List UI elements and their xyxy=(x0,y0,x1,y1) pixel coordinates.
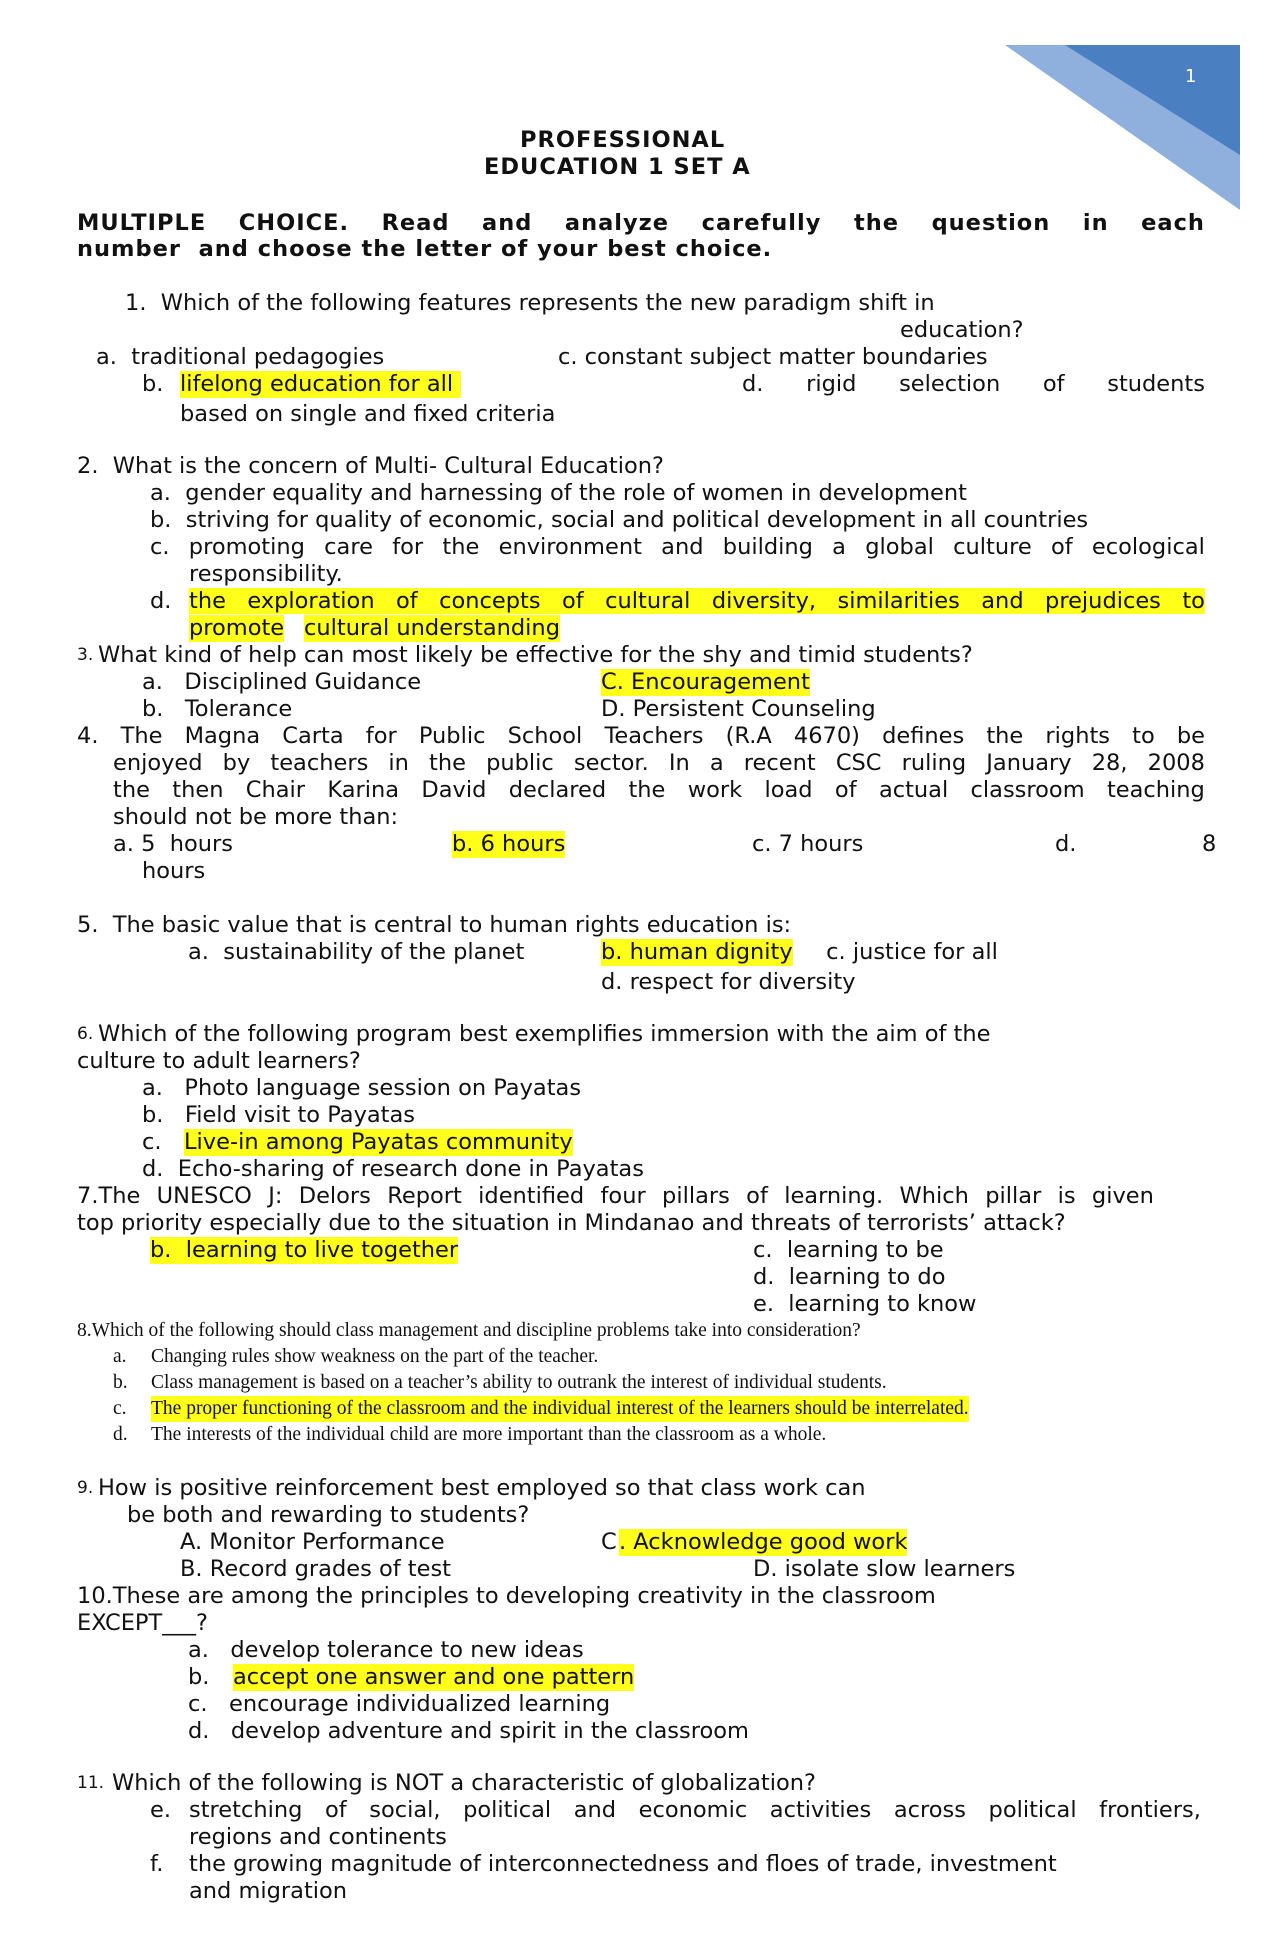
q7-option-d: d. learning to do xyxy=(753,1264,946,1290)
q5-option-d: d. respect for diversity xyxy=(601,969,856,995)
q2-option-d-letter: d. xyxy=(150,588,172,614)
q7-option-c: c. learning to be xyxy=(753,1237,944,1263)
q3-option-c-answer: C. Encouragement xyxy=(601,669,810,695)
q1-option-d: d. rigid selection of students xyxy=(742,371,1205,397)
q5-option-b-answer: b. human dignity xyxy=(601,939,793,965)
q6-option-d: d. Echo-sharing of research done in Payatas xyxy=(142,1156,644,1182)
q1-stem-1: 1. Which of the following features represents the new paradigm shift in xyxy=(125,290,935,316)
q9-option-a: A. Monitor Performance xyxy=(180,1529,445,1555)
q11-option-f-cont: and migration xyxy=(189,1878,348,1904)
q3-stem: What kind of help can most likely be effective for the shy and timid students? xyxy=(98,642,973,668)
q9-option-c-answer: . Acknowledge good work xyxy=(619,1529,908,1555)
q4-option-b-answer: b. 6 hours xyxy=(452,831,566,857)
q1-option-a: a. traditional pedagogies xyxy=(96,344,385,370)
q2-option-d-answer: the exploration of concepts of cultural diversity, similarities and prejudices to xyxy=(189,588,1205,614)
q10-option-a: a. develop tolerance to new ideas xyxy=(188,1637,584,1663)
q7-option-e: e. learning to know xyxy=(753,1291,977,1317)
q6-option-c-answer: Live-in among Payatas community xyxy=(184,1129,573,1155)
q6-stem-2: culture to adult learners? xyxy=(77,1048,361,1074)
instructions-line-2: number and choose the letter of your best choice. xyxy=(77,236,773,262)
q2-option-c-cont: responsibility. xyxy=(189,561,343,587)
q10-stem-1: 10.These are among the principles to developing creativity in the classroom xyxy=(77,1583,936,1609)
q6-number: 6. xyxy=(77,1024,94,1044)
q8-option-d-letter: d. xyxy=(113,1424,128,1445)
q4-stem-1: 4. The Magna Carta for Public School Teachers (R.A 4670) defines the rights to be xyxy=(77,723,1205,749)
q4-option-a: a. 5 hours xyxy=(113,831,233,857)
q6-option-b: b. Field visit to Payatas xyxy=(142,1102,416,1128)
q8-option-a: Changing rules show weakness on the part of the teacher. xyxy=(151,1346,599,1367)
q9-stem-2: be both and rewarding to students? xyxy=(127,1502,530,1528)
title-line-1: PROFESSIONAL xyxy=(520,127,726,153)
q4-stem-2: enjoyed by teachers in the public sector. In a recent CSC ruling January 28, 2008 xyxy=(113,750,1205,776)
q10-option-c: c. encourage individualized learning xyxy=(188,1691,611,1717)
q11-stem: Which of the following is NOT a characteristic of globalization? xyxy=(112,1770,816,1796)
q10-option-b-letter: b. xyxy=(188,1664,210,1690)
q4-stem-3: the then Chair Karina David declared the work load of actual classroom teaching xyxy=(113,777,1205,803)
q10-stem-2: EXCEPT___? xyxy=(77,1610,208,1636)
q9-number: 9. xyxy=(77,1478,94,1498)
q1-option-c: c. constant subject matter boundaries xyxy=(558,344,988,370)
q11-option-f: the growing magnitude of interconnectedness and floes of trade, investment xyxy=(189,1851,1057,1877)
q2-option-c: c. promoting care for the environment and building a global culture of ecological xyxy=(150,534,1205,560)
q11-option-e-cont: regions and continents xyxy=(189,1824,447,1850)
q11-option-f-letter: f. xyxy=(150,1851,164,1877)
q4-option-d-value: 8 xyxy=(1202,831,1217,857)
q9-option-d: D. isolate slow learners xyxy=(753,1556,1016,1582)
q2-option-a: a. gender equality and harnessing of the role of women in development xyxy=(150,480,967,506)
q4-stem-4: should not be more than: xyxy=(113,804,399,830)
q2-option-d-cont-1: promote xyxy=(189,615,285,641)
q1-option-b-letter: b. xyxy=(142,371,164,397)
q9-stem-1: How is positive reinforcement best employed so that class work can xyxy=(98,1475,866,1501)
q3-option-a: a. Disciplined Guidance xyxy=(142,669,422,695)
q11-number: 11. xyxy=(77,1773,105,1793)
q8-stem: 8.Which of the following should class management and discipline problems take into consideration? xyxy=(77,1320,861,1341)
q5-stem: 5. The basic value that is central to human rights education is: xyxy=(77,912,792,938)
q1-stem-2: education? xyxy=(900,317,1024,343)
q1-option-d-cont: based on single and fixed criteria xyxy=(180,401,556,427)
page-number: 1 xyxy=(1185,66,1197,87)
q7-stem-2: top priority especially due to the situation in Mindanao and threats of terrorists’ attack? xyxy=(77,1210,1066,1236)
q6-option-a: a. Photo language session on Payatas xyxy=(142,1075,582,1101)
q5-option-c: c. justice for all xyxy=(819,939,998,965)
q8-option-d: The interests of the individual child are more important than the classroom as a whole. xyxy=(151,1424,827,1445)
q7-option-b-answer: b. learning to live together xyxy=(150,1237,459,1263)
q2-stem: 2. What is the concern of Multi- Cultural Education? xyxy=(77,453,664,479)
title-line-2: EDUCATION 1 SET A xyxy=(484,154,751,180)
q8-option-b: Class management is based on a teacher’s ability to outrank the interest of individual students. xyxy=(151,1372,887,1393)
instructions-line-1: MULTIPLE CHOICE. Read and analyze carefully the question in each xyxy=(77,210,1205,236)
q5-option-a: a. sustainability of the planet xyxy=(188,939,525,965)
q8-option-c-letter: c. xyxy=(113,1398,127,1419)
q2-option-b: b. striving for quality of economic, social and political development in all countries xyxy=(150,507,1089,533)
q9-option-c-letter: C xyxy=(601,1529,617,1555)
q8-option-a-letter: a. xyxy=(113,1346,127,1367)
corner-decoration xyxy=(1005,45,1245,215)
q6-option-c-letter: c. xyxy=(142,1129,162,1155)
q4-option-d-cont: hours xyxy=(142,858,206,884)
q8-option-b-letter: b. xyxy=(113,1372,128,1393)
q3-option-d: D. Persistent Counseling xyxy=(601,696,876,722)
q4-option-c: c. 7 hours xyxy=(752,831,864,857)
q10-option-b-answer: accept one answer and one pattern xyxy=(233,1664,635,1690)
q7-stem-1: 7.The UNESCO J: Delors Report identified four pillars of learning. Which pillar is given xyxy=(77,1183,1154,1209)
q2-option-d-cont-2: cultural understanding xyxy=(304,615,560,641)
q3-number: 3. xyxy=(77,645,94,665)
q10-option-d: d. develop adventure and spirit in the classroom xyxy=(188,1718,749,1744)
q11-option-e: stretching of social, political and economic activities across political frontiers, xyxy=(189,1797,1201,1823)
q8-option-c-answer: The proper functioning of the classroom and the individual interest of the learners should be interrelated. xyxy=(151,1396,969,1422)
q9-option-b: B. Record grades of test xyxy=(180,1556,451,1582)
q6-stem-1: Which of the following program best exemplifies immersion with the aim of the xyxy=(98,1021,991,1047)
q3-option-b: b. Tolerance xyxy=(142,696,293,722)
q11-option-e-letter: e. xyxy=(150,1797,171,1823)
q4-option-d: d. xyxy=(1055,831,1077,857)
q1-option-b-answer: lifelong education for all xyxy=(180,371,461,398)
